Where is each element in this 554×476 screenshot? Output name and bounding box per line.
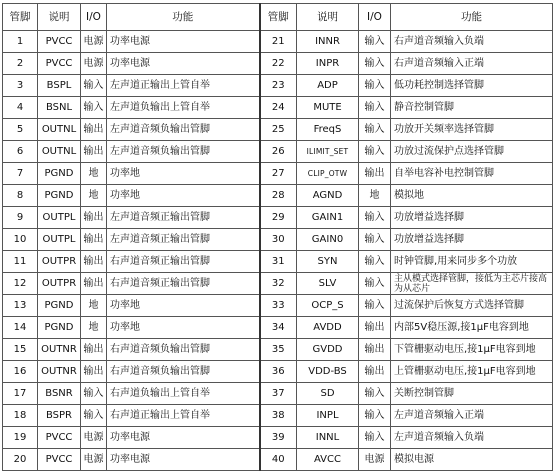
header-name: 说明 xyxy=(38,4,81,31)
table-row xyxy=(3,449,553,471)
pin-name: OUTPR xyxy=(38,251,81,273)
pin-name: PGND xyxy=(38,317,81,339)
pin-io: 电源 xyxy=(81,449,107,471)
pin-name: INPL xyxy=(297,405,359,427)
pin-number: 31 xyxy=(260,251,297,273)
table-row xyxy=(3,383,553,405)
pin-name: MUTE xyxy=(297,97,359,119)
pin-function: 功率电源 xyxy=(107,31,260,53)
pin-name: OCP_S xyxy=(297,295,359,317)
table-row xyxy=(3,97,553,119)
pin-number: 8 xyxy=(3,185,38,207)
pin-number: 38 xyxy=(260,405,297,427)
pin-name: GAIN1 xyxy=(297,207,359,229)
pin-function: 自举电容补电控制管脚 xyxy=(391,163,553,185)
pin-io: 地 xyxy=(359,185,391,207)
header-pin: 管脚 xyxy=(260,4,297,31)
pin-io: 输出 xyxy=(359,339,391,361)
pin-name: GVDD xyxy=(297,339,359,361)
pin-io: 电源 xyxy=(359,449,391,471)
pin-name: PGND xyxy=(38,185,81,207)
pin-function: 低功耗控制选择管脚 xyxy=(391,75,553,97)
pin-function: 功放开关频率选择管脚 xyxy=(391,119,553,141)
pin-name: BSNR xyxy=(38,383,81,405)
pin-name: GAIN0 xyxy=(297,229,359,251)
pin-name: SD xyxy=(297,383,359,405)
pin-number: 18 xyxy=(3,405,38,427)
pin-function: 功率地 xyxy=(107,317,260,339)
table-row xyxy=(3,251,553,273)
pin-number: 35 xyxy=(260,339,297,361)
pin-name: BSPL xyxy=(38,75,81,97)
pin-name: AVCC xyxy=(297,449,359,471)
pin-function: 右声道音频负输出管脚 xyxy=(107,339,260,361)
pin-name: PGND xyxy=(38,163,81,185)
pin-function: 下管栅驱动电压,接1μF电容到地 xyxy=(391,339,553,361)
pin-io: 输出 xyxy=(81,361,107,383)
table-row xyxy=(3,207,553,229)
pin-function: 功放增益选择脚 xyxy=(391,229,553,251)
pin-function: 内部5V稳压源,接1μF电容到地 xyxy=(391,317,553,339)
table-row xyxy=(3,295,553,317)
pin-io: 地 xyxy=(81,317,107,339)
pin-name: AVDD xyxy=(297,317,359,339)
pin-name: OUTNL xyxy=(38,141,81,163)
pin-name: CLIP_OTW xyxy=(297,163,359,185)
pin-name: OUTNR xyxy=(38,339,81,361)
pin-function: 功率地 xyxy=(107,185,260,207)
pin-io: 输出 xyxy=(359,317,391,339)
table-row xyxy=(3,75,553,97)
pin-name: SLV xyxy=(297,273,359,295)
pin-name: SYN xyxy=(297,251,359,273)
pin-function: 功率电源 xyxy=(107,427,260,449)
pin-number: 16 xyxy=(3,361,38,383)
pin-io: 输出 xyxy=(81,141,107,163)
pin-name: FreqS xyxy=(297,119,359,141)
pin-function: 功率地 xyxy=(107,295,260,317)
pin-number: 3 xyxy=(3,75,38,97)
pin-io: 输入 xyxy=(359,405,391,427)
pin-number: 25 xyxy=(260,119,297,141)
pin-number: 14 xyxy=(3,317,38,339)
pin-function: 右声道音频输入正端 xyxy=(391,53,553,75)
table-row xyxy=(3,339,553,361)
pin-number: 28 xyxy=(260,185,297,207)
pin-table xyxy=(2,3,553,471)
pin-io: 输出 xyxy=(81,229,107,251)
pin-io: 输入 xyxy=(359,229,391,251)
pin-number: 2 xyxy=(3,53,38,75)
pin-function: 左声道正输出上管自举 xyxy=(107,75,260,97)
pin-function: 右声道负输出上管自举 xyxy=(107,383,260,405)
pin-name: BSPR xyxy=(38,405,81,427)
pin-io: 地 xyxy=(81,163,107,185)
pin-name: INPR xyxy=(297,53,359,75)
header-function: 功能 xyxy=(107,4,260,31)
pin-name: PVCC xyxy=(38,31,81,53)
pin-io: 输入 xyxy=(359,207,391,229)
pin-io: 输入 xyxy=(359,141,391,163)
pin-function: 模拟电源 xyxy=(391,449,553,471)
pin-function: 上管栅驱动电压,接1μF电容到地 xyxy=(391,361,553,383)
table-row xyxy=(3,185,553,207)
pin-function: 静音控制管脚 xyxy=(391,97,553,119)
pin-io: 输出 xyxy=(81,339,107,361)
pin-number: 34 xyxy=(260,317,297,339)
pin-number: 10 xyxy=(3,229,38,251)
pin-number: 6 xyxy=(3,141,38,163)
pin-function: 左声道音频输入负端 xyxy=(391,427,553,449)
pin-number: 15 xyxy=(3,339,38,361)
pin-name: AGND xyxy=(297,185,359,207)
pin-function: 右声道音频正输出管脚 xyxy=(107,273,260,295)
pin-number: 27 xyxy=(260,163,297,185)
pin-io: 输出 xyxy=(81,273,107,295)
pin-number: 32 xyxy=(260,273,297,295)
pin-function: 功放增益选择脚 xyxy=(391,207,553,229)
pin-function: 过流保护后恢复方式选择管脚 xyxy=(391,295,553,317)
pin-function: 功率电源 xyxy=(107,449,260,471)
pin-function: 左声道音频正输出管脚 xyxy=(107,229,260,251)
pin-io: 输入 xyxy=(359,53,391,75)
pin-number: 23 xyxy=(260,75,297,97)
pin-io: 电源 xyxy=(81,427,107,449)
pin-number: 19 xyxy=(3,427,38,449)
pin-name: PVCC xyxy=(38,449,81,471)
pin-io: 输入 xyxy=(359,119,391,141)
pin-name: PVCC xyxy=(38,427,81,449)
table-row xyxy=(3,405,553,427)
pin-number: 9 xyxy=(3,207,38,229)
pin-function: 左声道负输出上管自举 xyxy=(107,97,260,119)
pin-name: VDD-BS xyxy=(297,361,359,383)
pin-io: 电源 xyxy=(81,31,107,53)
header-name: 说明 xyxy=(297,4,359,31)
table-row xyxy=(3,229,553,251)
pin-name: OUTNL xyxy=(38,119,81,141)
table-row xyxy=(3,141,553,163)
pin-function: 左声道音频输入正端 xyxy=(391,405,553,427)
pin-number: 11 xyxy=(3,251,38,273)
pin-name: ADP xyxy=(297,75,359,97)
pin-function: 模拟地 xyxy=(391,185,553,207)
pin-name: OUTPL xyxy=(38,207,81,229)
pin-io: 输入 xyxy=(81,97,107,119)
header-function: 功能 xyxy=(391,4,553,31)
pin-io: 地 xyxy=(81,295,107,317)
pin-name: INNL xyxy=(297,427,359,449)
pin-function: 功率电源 xyxy=(107,53,260,75)
pin-io: 输入 xyxy=(359,31,391,53)
pin-io: 输入 xyxy=(359,295,391,317)
header-io: I/O xyxy=(359,4,391,31)
pin-function: 右声道正输出上管自举 xyxy=(107,405,260,427)
pin-io: 输入 xyxy=(359,383,391,405)
table-row xyxy=(3,317,553,339)
pin-number: 33 xyxy=(260,295,297,317)
pin-number: 36 xyxy=(260,361,297,383)
header-row xyxy=(3,4,553,31)
pin-io: 输出 xyxy=(359,163,391,185)
pin-function: 左声道音频负输出管脚 xyxy=(107,141,260,163)
pin-function: 功率地 xyxy=(107,163,260,185)
pin-io: 输出 xyxy=(81,207,107,229)
pin-number: 20 xyxy=(3,449,38,471)
pin-function: 右声道音频负输出管脚 xyxy=(107,361,260,383)
pin-number: 26 xyxy=(260,141,297,163)
pin-number: 37 xyxy=(260,383,297,405)
table-row xyxy=(3,427,553,449)
table-row xyxy=(3,361,553,383)
pin-function: 左声道音频正输出管脚 xyxy=(107,207,260,229)
pin-function: 功放过流保护点选择管脚 xyxy=(391,141,553,163)
pin-number: 17 xyxy=(3,383,38,405)
pin-number: 13 xyxy=(3,295,38,317)
header-io: I/O xyxy=(81,4,107,31)
pin-name: BSNL xyxy=(38,97,81,119)
pin-function: 时钟管脚,用来同步多个功放 xyxy=(391,251,553,273)
pin-function: 右声道音频输入负端 xyxy=(391,31,553,53)
pin-io: 输入 xyxy=(81,383,107,405)
table-row xyxy=(3,53,553,75)
pin-io: 输出 xyxy=(359,361,391,383)
pin-number: 24 xyxy=(260,97,297,119)
pin-number: 39 xyxy=(260,427,297,449)
pin-io: 输入 xyxy=(359,427,391,449)
pin-io: 输入 xyxy=(359,97,391,119)
pin-number: 21 xyxy=(260,31,297,53)
pin-number: 4 xyxy=(3,97,38,119)
pin-name: OUTPR xyxy=(38,273,81,295)
pin-io: 地 xyxy=(81,185,107,207)
pin-number: 1 xyxy=(3,31,38,53)
pin-io: 输入 xyxy=(81,405,107,427)
pin-function: 主从模式选择管脚，接低为主芯片接高为从芯片 xyxy=(391,273,553,295)
pin-name: OUTNR xyxy=(38,361,81,383)
pin-io: 输入 xyxy=(359,251,391,273)
pin-number: 5 xyxy=(3,119,38,141)
pin-io: 输入 xyxy=(359,75,391,97)
pin-number: 29 xyxy=(260,207,297,229)
table-row xyxy=(3,31,553,53)
pin-io: 输出 xyxy=(81,251,107,273)
pin-name: ILIMIT_SET xyxy=(297,141,359,163)
pin-io: 电源 xyxy=(81,53,107,75)
pin-io: 输入 xyxy=(359,273,391,295)
pin-number: 12 xyxy=(3,273,38,295)
pin-function: 左声道音频负输出管脚 xyxy=(107,119,260,141)
table-row xyxy=(3,163,553,185)
pin-function: 右声道音频正输出管脚 xyxy=(107,251,260,273)
pin-function: 关断控制管脚 xyxy=(391,383,553,405)
pin-name: PVCC xyxy=(38,53,81,75)
table-row xyxy=(3,273,553,295)
table-row xyxy=(3,119,553,141)
pin-name: INNR xyxy=(297,31,359,53)
pin-io: 输入 xyxy=(81,75,107,97)
header-pin: 管脚 xyxy=(3,4,38,31)
pin-number: 22 xyxy=(260,53,297,75)
pin-name: OUTPL xyxy=(38,229,81,251)
pin-name: PGND xyxy=(38,295,81,317)
pin-number: 7 xyxy=(3,163,38,185)
pin-io: 输出 xyxy=(81,119,107,141)
pin-number: 30 xyxy=(260,229,297,251)
pin-number: 40 xyxy=(260,449,297,471)
